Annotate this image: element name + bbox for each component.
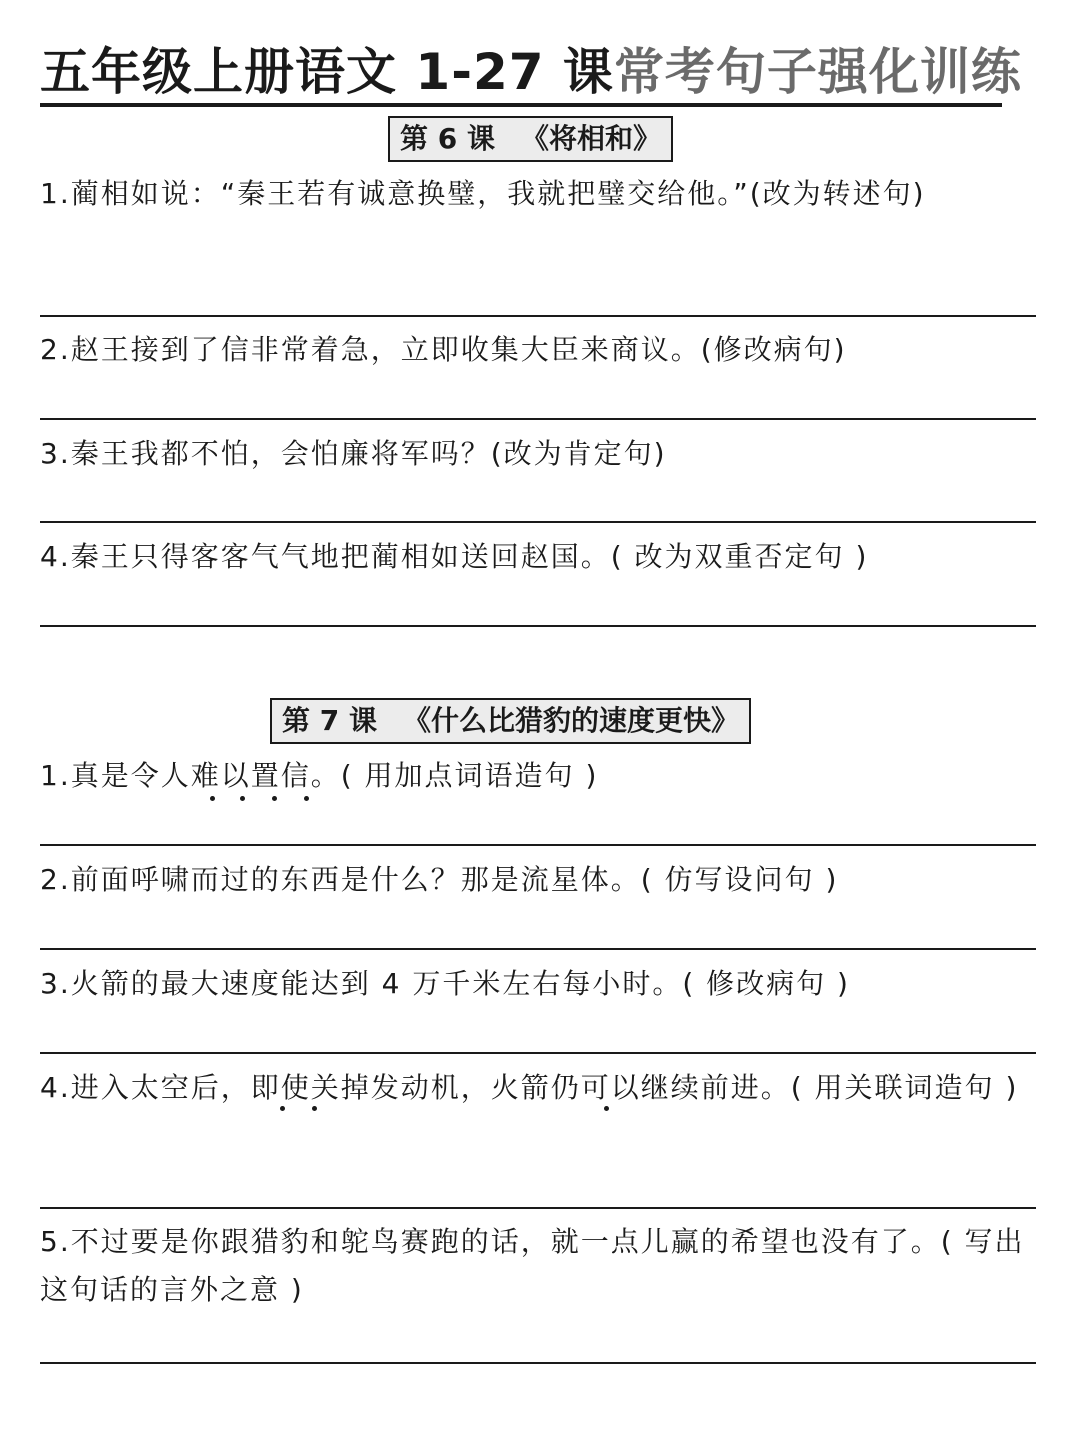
lesson6-question-3: 3.秦王我都不怕，会怕廉将军吗？(改为肯定句)	[40, 437, 667, 470]
lesson7-question-2: 2.前面呼啸而过的东西是什么？那是流星体。( 仿写设问句 )	[40, 863, 839, 896]
lesson6-heading	[388, 116, 673, 162]
lesson6-answer-line-2[interactable]	[40, 418, 1036, 420]
lesson7-answer-line-2[interactable]	[40, 948, 1036, 950]
lesson6-question-4: 4.秦王只得客客气气地把蔺相如送回赵国。( 改为双重否定句 )	[40, 540, 869, 573]
lesson7-answer-line-4[interactable]	[40, 1207, 1036, 1209]
title-underline	[40, 103, 1002, 107]
lesson6-answer-line-1[interactable]	[40, 315, 1036, 317]
emphasis-dot	[280, 1106, 285, 1111]
lesson7-question-4: 4.进入太空后，即使关掉发动机，火箭仍可以继续前进。( 用关联词造句 )	[40, 1071, 1019, 1104]
emphasis-dot	[240, 796, 245, 801]
lesson6-question-1: 1.蔺相如说：“秦王若有诚意换璧，我就把璧交给他。”(改为转述句)	[40, 177, 926, 210]
lesson7-answer-line-3[interactable]	[40, 1052, 1036, 1054]
page-title-subtitle: 常考句子强化训练	[613, 43, 1022, 101]
lesson7-answer-line-5[interactable]	[40, 1362, 1036, 1364]
emphasis-dot	[304, 796, 309, 801]
lesson6-heading-number: 第 6 课	[400, 122, 495, 155]
lesson7-heading-name: 《什么比猎豹的速度更快》	[402, 704, 739, 737]
lesson7-heading-number: 第 7 课	[282, 704, 377, 737]
emphasis-dot	[604, 1106, 609, 1111]
lesson6-answer-line-4[interactable]	[40, 625, 1036, 627]
emphasis-dot	[210, 796, 215, 801]
lesson7-question-5: 5.不过要是你跟猎豹和鸵鸟赛跑的话，就一点儿赢的希望也没有了。( 写出这句话的言外之意 )	[40, 1225, 1025, 1306]
emphasis-dot	[312, 1106, 317, 1111]
lesson7-question-1: 1.真是令人难以置信。( 用加点词语造句 )	[40, 759, 599, 792]
lesson7-answer-line-1[interactable]	[40, 844, 1036, 846]
lesson7-heading	[270, 698, 751, 744]
page-title-main: 五年级上册语文 1-27 课	[40, 43, 614, 101]
lesson6-answer-line-3[interactable]	[40, 521, 1036, 523]
page-title	[40, 40, 1022, 104]
emphasis-dot	[272, 796, 277, 801]
lesson6-question-2: 2.赵王接到了信非常着急，立即收集大臣来商议。(修改病句)	[40, 333, 847, 366]
lesson7-question-3: 3.火箭的最大速度能达到 4 万千米左右每小时。( 修改病句 )	[40, 967, 850, 1000]
lesson6-heading-name: 《将相和》	[520, 122, 661, 155]
